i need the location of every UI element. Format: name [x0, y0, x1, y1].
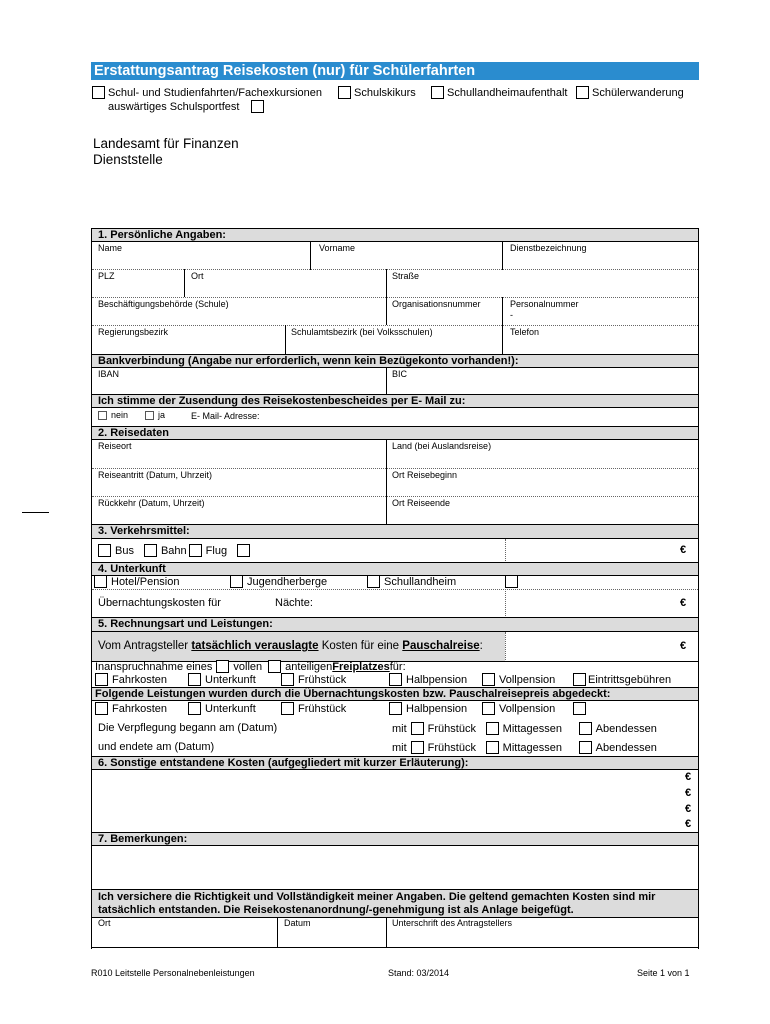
- beginn-label: Ort Reisebeginn: [392, 470, 458, 480]
- sonstige-euro-1: €: [685, 771, 692, 783]
- trip-type-sportfest[interactable]: auswärtiges Schulsportfest: [92, 100, 267, 113]
- bus-checkbox[interactable]: [98, 544, 111, 557]
- checkbox[interactable]: [338, 86, 351, 99]
- checkbox[interactable]: [431, 86, 444, 99]
- checkbox[interactable]: [98, 411, 107, 420]
- verkehr-euro: €: [680, 544, 687, 556]
- fruehstueck-checkbox[interactable]: [411, 722, 424, 735]
- freiplatz-line: Inanspruchnahme eines vollen anteiligen Freiplatzes für:: [95, 660, 406, 673]
- telefon-label: Telefon: [510, 327, 540, 337]
- trip-type-landheim[interactable]: Schullandheimaufenthalt: [431, 86, 567, 99]
- persnr-label: Personalnummer: [510, 299, 579, 309]
- plz-label: PLZ: [98, 271, 115, 281]
- sonstige-euro-3: €: [685, 803, 692, 815]
- vollen-checkbox[interactable]: [216, 660, 229, 673]
- other-checkbox[interactable]: [573, 702, 586, 715]
- section-3-heading: 3. Verkehrsmittel:: [92, 524, 698, 539]
- unterkunft-euro: €: [680, 597, 687, 609]
- pauschalreise-euro: €: [680, 640, 687, 652]
- form-title: Erstattungsantrag Reisekosten (nur) für Schülerfahrten: [91, 62, 699, 80]
- trip-type-schul[interactable]: Schul- und Studienfahrten/Fachexkursionen: [92, 86, 322, 99]
- dienst-label: Dienstbezeichnung: [510, 243, 587, 253]
- checkbox[interactable]: [367, 575, 380, 588]
- fahrkosten-checkbox[interactable]: [95, 673, 108, 686]
- mittagessen-checkbox[interactable]: [486, 741, 499, 754]
- iban-label: IBAN: [98, 369, 120, 379]
- form-body: [91, 228, 699, 949]
- halbpension-checkbox[interactable]: [389, 673, 402, 686]
- ort-label: Ort: [191, 271, 204, 281]
- footer-stand: Stand: 03/2014: [388, 968, 450, 978]
- bahn-label: Bahn: [160, 544, 187, 557]
- abendessen-checkbox[interactable]: [579, 741, 592, 754]
- bahn-checkbox[interactable]: [144, 544, 157, 557]
- checkbox[interactable]: [251, 100, 264, 113]
- unterkunft-jugend[interactable]: Jugendherberge: [230, 575, 327, 588]
- ort-sign-label: Ort: [98, 918, 111, 928]
- trip-type-ski[interactable]: Schulskikurs: [338, 86, 416, 99]
- eintritt-checkbox[interactable]: [573, 673, 586, 686]
- bic-label: BIC: [392, 369, 408, 379]
- email-heading: Ich stimme der Zusendung des Reisekostenbescheides per E- Mail zu:: [92, 394, 698, 408]
- vollpension-checkbox[interactable]: [482, 673, 495, 686]
- name-label: Name: [98, 243, 123, 253]
- fold-mark: [22, 512, 49, 513]
- persnr-dash: -: [510, 310, 513, 320]
- verpflegung-begann-options: mit Frühstück Mittagessen Abendessen: [392, 722, 657, 735]
- folgende-heading: Folgende Leistungen wurden durch die Übernachtungskosten bzw. Pauschalreisepreis abgedeckt:: [92, 687, 698, 701]
- fruehstueck-checkbox[interactable]: [411, 741, 424, 754]
- footer-page: Seite 1 von 1: [637, 968, 690, 978]
- anteilig-checkbox[interactable]: [268, 660, 281, 673]
- mittagessen-checkbox[interactable]: [486, 722, 499, 735]
- naechte-label: Nächte:: [275, 597, 313, 609]
- flug-label: Flug: [205, 544, 228, 557]
- verpflegung-endete-label: und endete am (Datum): [98, 741, 215, 753]
- checkbox[interactable]: [230, 575, 243, 588]
- vollpension-checkbox[interactable]: [482, 702, 495, 715]
- checkbox[interactable]: [94, 575, 107, 588]
- section-6-heading: 6. Sonstige entstandene Kosten (aufgegliedert mit kurzer Erläuterung):: [92, 756, 698, 770]
- section-4-heading: 4. Unterkunft: [92, 562, 698, 576]
- unterkunft-hotel[interactable]: Hotel/Pension: [94, 575, 180, 588]
- footer-left: R010 Leitstelle Personalnebenleistungen: [91, 968, 255, 978]
- email-nein[interactable]: nein: [98, 410, 128, 420]
- checkbox[interactable]: [92, 86, 105, 99]
- rueckkehr-label: Rückkehr (Datum, Uhrzeit): [98, 498, 205, 508]
- strasse-label: Straße: [392, 271, 420, 281]
- versicherung-line-2: tatsächlich entstanden. Die Reisekostenanordnung/-genehmigung ist als Anlage beigefügt.: [98, 904, 574, 916]
- checkbox[interactable]: [576, 86, 589, 99]
- unterkunft-checkbox[interactable]: [188, 673, 201, 686]
- bank-heading: Bankverbindung (Angabe nur erforderlich, wenn kein Bezügekonto vorhanden!):: [92, 354, 698, 368]
- unterkunft-landheim[interactable]: Schullandheim: [367, 575, 456, 588]
- unterkunft-other[interactable]: [505, 575, 518, 590]
- verpflegung-begann-label: Die Verpflegung begann am (Datum): [98, 722, 278, 734]
- fruehstueck-checkbox[interactable]: [281, 673, 294, 686]
- flug-checkbox[interactable]: [189, 544, 202, 557]
- pauschalreise-label: Vom Antragsteller tatsächlich verauslagte Kosten für eine Pauschalreise:: [98, 640, 483, 652]
- section-2-heading: 2. Reisedaten: [92, 426, 698, 440]
- address-line-1: Landesamt für Finanzen: [93, 136, 239, 151]
- uebernachtung-kosten-label: Übernachtungskosten für: [98, 597, 221, 609]
- unterschrift-label: Unterschrift des Antragstellers: [392, 918, 513, 928]
- regbez-label: Regierungsbezirk: [98, 327, 169, 337]
- address-line-2: Dienststelle: [93, 152, 163, 167]
- section-1-heading: 1. Persönliche Angaben:: [92, 228, 698, 242]
- behoerde-label: Beschäftigungsbehörde (Schule): [98, 299, 229, 309]
- checkbox[interactable]: [145, 411, 154, 420]
- fahrkosten-checkbox[interactable]: [95, 702, 108, 715]
- email-adresse-label: E- Mail- Adresse:: [191, 411, 260, 421]
- abgedeckt-leistungen: Fahrkosten Unterkunft Frühstück Halbpension Vollpension: [95, 702, 586, 715]
- sonstige-euro-2: €: [685, 787, 692, 799]
- section-5-heading: 5. Rechnungsart und Leistungen:: [92, 617, 698, 632]
- vorname-label: Vorname: [319, 243, 356, 253]
- schulamt-label: Schulamtsbezirk (bei Volksschulen): [291, 327, 433, 337]
- sonstige-euro-4: €: [685, 818, 692, 830]
- bus-label: Bus: [115, 544, 134, 557]
- halbpension-checkbox[interactable]: [389, 702, 402, 715]
- fruehstueck-checkbox[interactable]: [281, 702, 294, 715]
- unterkunft-checkbox[interactable]: [188, 702, 201, 715]
- trip-type-wanderung[interactable]: Schülerwanderung: [576, 86, 684, 99]
- orgnr-label: Organisationsnummer: [392, 299, 481, 309]
- ende-label: Ort Reiseende: [392, 498, 451, 508]
- datum-sign-label: Datum: [284, 918, 311, 928]
- checkbox[interactable]: [505, 575, 518, 588]
- email-ja[interactable]: ja: [145, 410, 165, 420]
- freiplatz-leistungen: Fahrkosten Unterkunft Frühstück Halbpension Vollpension Eintrittsgebühren: [95, 673, 671, 686]
- versicherung-line-1: Ich versichere die Richtigkeit und Vollständigkeit meiner Angaben. Die geltend gemachten Kosten sind mir: [98, 891, 656, 903]
- verpflegung-endete-options: mit Frühstück Mittagessen Abendessen: [392, 741, 657, 754]
- reiseort-label: Reiseort: [98, 441, 132, 451]
- section-7-heading: 7. Bemerkungen:: [92, 832, 698, 846]
- land-label: Land (bei Auslandsreise): [392, 441, 492, 451]
- antritt-label: Reiseantritt (Datum, Uhrzeit): [98, 470, 213, 480]
- verkehr-options: [98, 544, 250, 557]
- abendessen-checkbox[interactable]: [579, 722, 592, 735]
- other-checkbox[interactable]: [237, 544, 250, 557]
